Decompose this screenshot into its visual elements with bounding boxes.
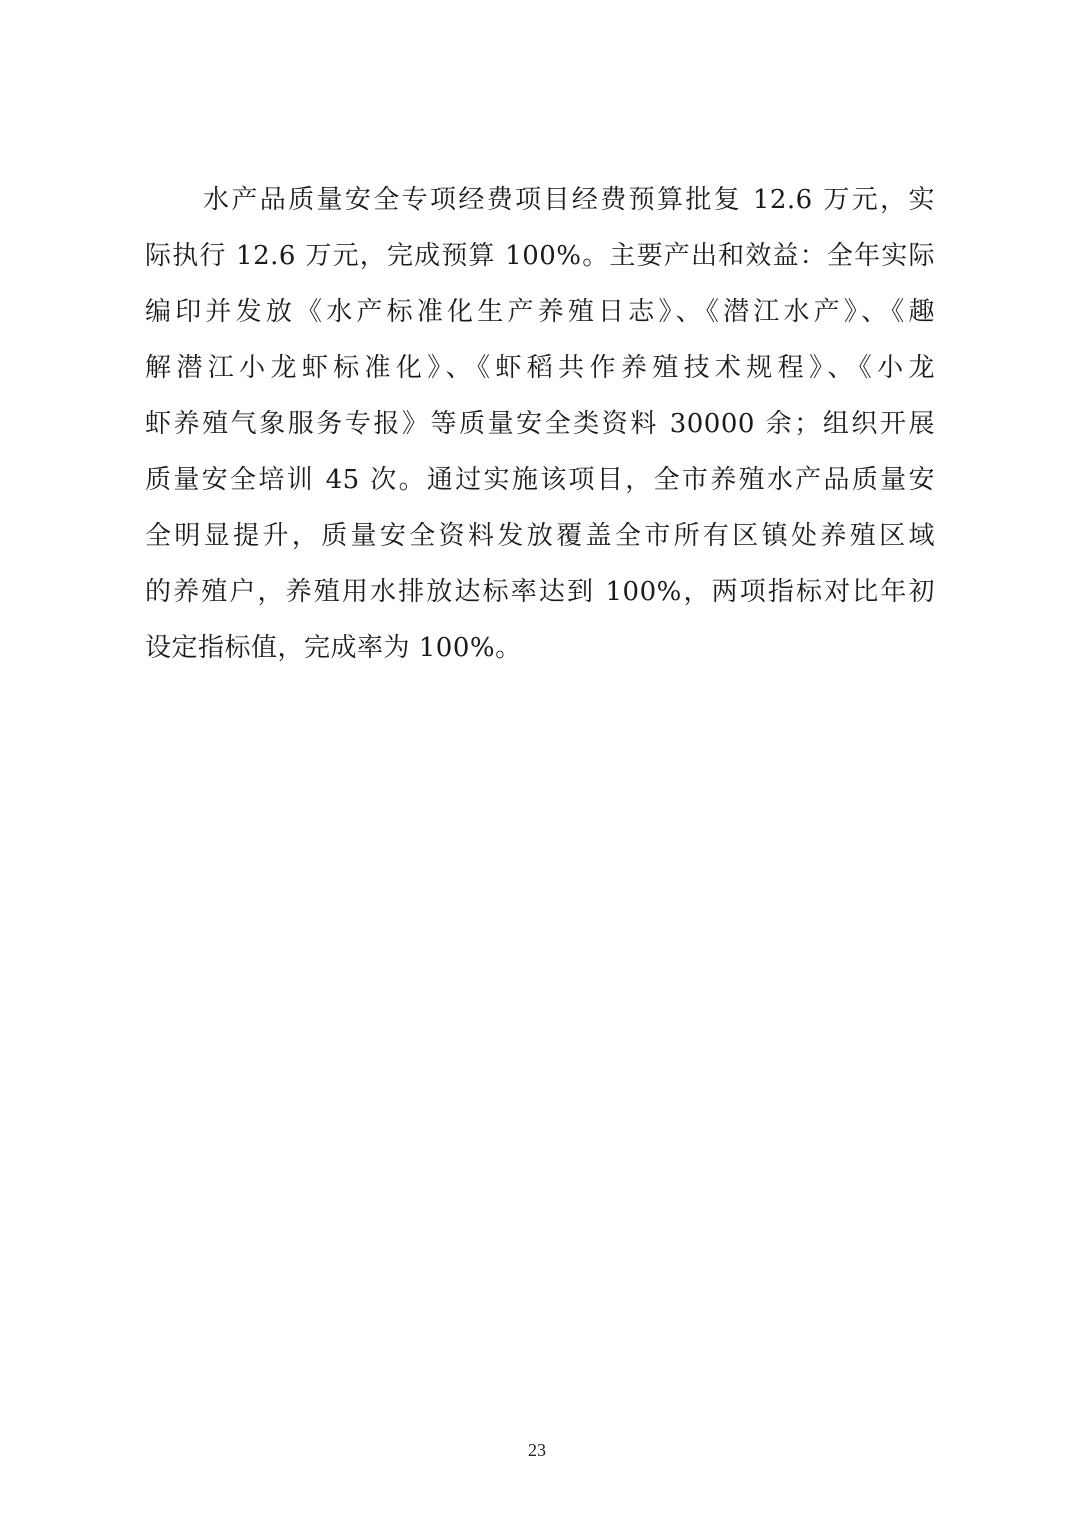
paragraph-line: 虾养殖气象服务专报》等质量安全类资料 30000 余；组织开展	[145, 409, 935, 439]
paragraph-line: 水产品质量安全专项经费项目经费预算批复 12.6 万元，实	[203, 185, 935, 215]
paragraph-line: 编印并发放《水产标准化生产养殖日志》、《潜江水产》、《趣	[145, 297, 935, 327]
paragraph-line: 设定指标值，完成率为 100%。	[145, 633, 522, 663]
body-paragraph	[145, 172, 935, 676]
paragraph-line: 解潜江小龙虾标准化》、《虾稻共作养殖技术规程》、《小龙	[145, 353, 935, 383]
paragraph-line: 的养殖户，养殖用水排放达标率达到 100%，两项指标对比年初	[145, 577, 935, 607]
page-number: 23	[528, 1440, 546, 1460]
paragraph-line: 际执行 12.6 万元，完成预算 100%。主要产出和效益：全年实际	[145, 241, 935, 271]
paragraph-line: 质量安全培训 45 次。通过实施该项目，全市养殖水产品质量安	[145, 465, 935, 495]
paragraph-line: 全明显提升，质量安全资料发放覆盖全市所有区镇处养殖区域	[145, 521, 935, 551]
